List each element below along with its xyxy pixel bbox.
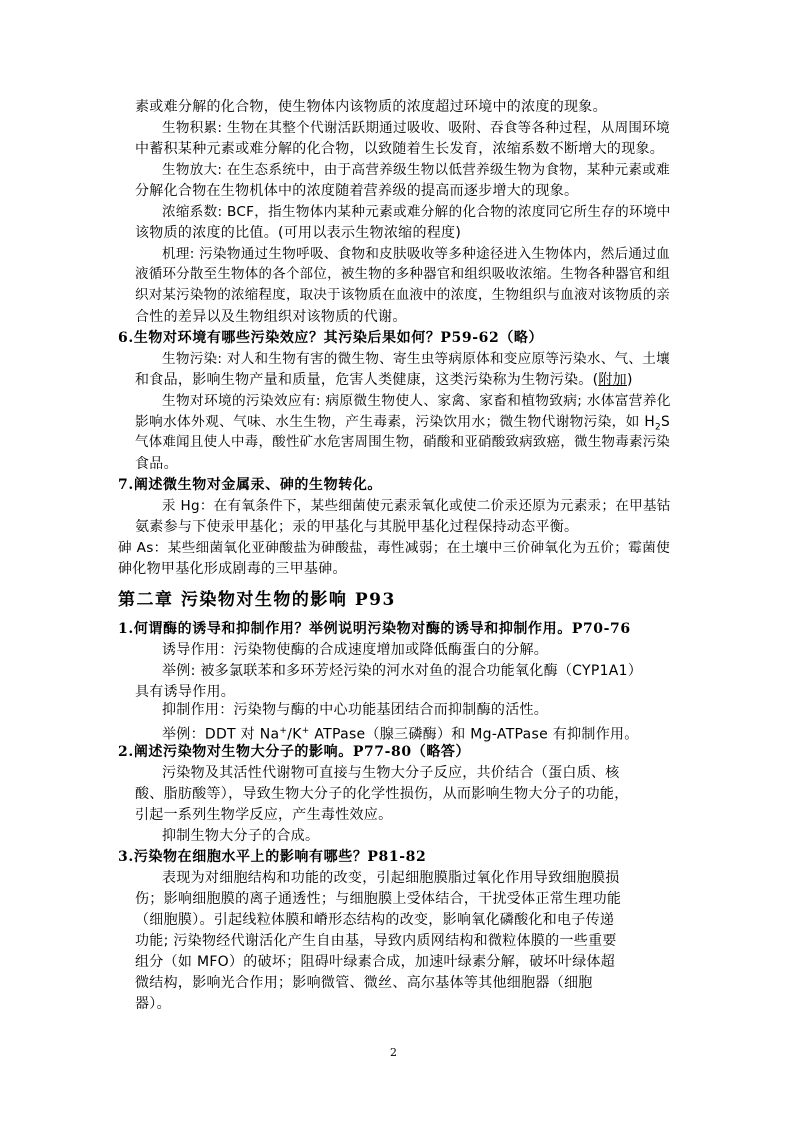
text-line: 织对某污染物的浓缩程度，取决于该物质在血液中的浓度，生物组织与血液对该物质的亲 xyxy=(135,288,671,303)
question-heading: 2.阐述污染物对生物大分子的影响。P77-80（略答） xyxy=(118,744,471,760)
superscript: + xyxy=(301,726,310,736)
text-line: 酸、脂肪酸等），导致生物大分子的化学性损伤，从而影响生物大分子的功能， xyxy=(135,786,629,802)
text-line: 食品。 xyxy=(135,456,178,472)
subscript: 2 xyxy=(654,422,661,433)
text-line: 砷化物甲基化形成剧毒的三甲基砷。 xyxy=(118,561,347,577)
text-line: 合性的差异以及生物组织对该物质的代谢。 xyxy=(135,309,407,325)
text-line: 生物积累: 生物在其整个代谢活跃期通过吸收、吸附、吞食等各种过程，从周围环境 xyxy=(162,120,670,136)
text-line: 素或难分解的化合物，使生物体内该物质的浓度超过环境中的浓度的现象。 xyxy=(135,99,607,115)
question-heading: 1.何谓酶的诱导和抑制作用？举例说明污染物对酶的诱导和抑制作用。P70-76 xyxy=(118,621,631,637)
text-line: 抑制作用：污染物与酶的中心功能基团结合而抑制酶的活性。 xyxy=(162,702,549,718)
text-line: 浓缩系数: BCF，指生物体内某种元素或难分解的化合物的浓度同它所生存的环境中 xyxy=(162,204,671,220)
question-heading: 7.阐述微生物对金属汞、砷的生物转化。 xyxy=(118,477,383,493)
text-line: 伤；影响细胞膜的离子通透性；与细胞膜上受体结合，干扰受体正常生理功能 xyxy=(135,891,622,907)
text-span: S xyxy=(661,414,671,430)
text-span: ATPase（腺三磷酶）和 Mg-ATPase 有抑制作用。 xyxy=(309,726,639,743)
question-heading: 3.污染物在细胞水平上的影响有哪些？P81-82 xyxy=(118,849,427,865)
text-line: 表现为对细胞结构和功能的改变，引起细胞膜脂过氧化作用导致细胞膜损 xyxy=(162,870,620,886)
text-line: 分解化合物在生物机体中的浓度随着营养级的提高而逐步增大的现象。 xyxy=(135,183,579,199)
text-line: 组分（如 MFO）的破坏；阻碍叶绿素合成，加速叶绿素分解，破坏叶绿体超 xyxy=(135,954,616,970)
text-line: 氨素参与下使汞甲基化；汞的甲基化与其脱甲基化过程保持动态平衡。 xyxy=(135,519,579,535)
text-span: ) xyxy=(626,372,633,388)
superscript: + xyxy=(279,726,288,736)
text-line: 该物质的浓度的比值。(可用以表示生物浓缩的程度) xyxy=(135,225,462,241)
text-line: 中蓄积某种元素或难分解的化合物，以致随着生长发育，浓缩系数不断增大的现象。 xyxy=(135,141,665,157)
text-line: 器）。 xyxy=(135,996,171,1012)
text-line: 举例: 被多氯联苯和多环芳烃污染的河水对鱼的混合功能氧化酶（CYP1A1） xyxy=(162,663,643,679)
text-line: 生物对环境的污染效应有: 病原微生物使人、家禽、家畜和植物致病; 水体富营养化 xyxy=(162,393,671,409)
text-line: 汞 Hg：在有氧条件下，某些细菌使元素汞氧化或使二价汞还原为元素汞；在甲基钴 xyxy=(162,498,671,514)
page-number: 2 xyxy=(390,1046,397,1059)
text-line: 砷 As：某些细菌氧化亚砷酸盐为砷酸盐，毒性减弱；在土壤中三价砷氧化为五价；霉菌使 xyxy=(118,540,671,556)
text-line xyxy=(135,370,633,390)
text-line: 机理: 污染物通过生物呼吸、食物和皮肤吸收等多种途径进入生物体内，然后通过血 xyxy=(162,246,670,262)
text-line: 液循环分散至生物体的各个部位，被生物的多种器官和组织吸收浓缩。生物各种器官和组 xyxy=(135,267,671,282)
text-span: 和食品，影响生物产量和质量，危害人类健康，这类污染称为生物污染。( xyxy=(135,372,599,388)
text-line: 微结构，影响光合作用；影响微管、微丝、高尔基体等其他细胞器（细胞 xyxy=(135,975,593,991)
text-line: 气体难闻且使人中毒，酸性矿水危害周围生物，硝酸和亚硝酸致病致癌，微生物毒素污染 xyxy=(135,435,671,450)
text-line: 生物放大: 在生态系统中，由于高营养级生物以低营养级生物为食物，某种元素或难 xyxy=(162,162,670,178)
text-line: 污染物及其活性代谢物可直接与生物大分子反应，共价结合（蛋白质、核 xyxy=(162,765,620,781)
text-line: 具有诱导作用。 xyxy=(135,684,236,700)
text-span: 举例：DDT 对 Na xyxy=(162,726,280,743)
text-line: 抑制生物大分子的合成。 xyxy=(162,828,320,844)
text-line: 生物污染: 对人和生物有害的微生物、寄生虫等病原体和变应原等污染水、气、土壤 xyxy=(162,351,670,367)
chapter-title: 第二章 污染物对生物的影响 P93 xyxy=(118,590,396,610)
text-span: 影响水体外观、气味、水生生物，产生毒素，污染饮用水；微生物代谢物污染，如 H xyxy=(135,414,655,430)
text-line: （细胞膜）。引起线粒体膜和嵴形态结构的改变，影响氧化磷酸化和电子传递 xyxy=(135,912,615,928)
text-span: /K xyxy=(287,726,302,743)
text-line: 功能; 污染物经代谢活化产生自由基，导致内质网结构和微粒体膜的一些重要 xyxy=(135,933,617,949)
appendix-link[interactable]: 附加 xyxy=(598,372,627,388)
text-line: 引起一系列生物学反应，产生毒性效应。 xyxy=(135,807,393,823)
text-line: 诱导作用：污染物使酶的合成速度增加或降低酶蛋白的分解。 xyxy=(162,642,549,658)
question-heading: 6.生物对环境有哪些污染效应？其污染后果如何？P59-62（略） xyxy=(118,330,544,346)
